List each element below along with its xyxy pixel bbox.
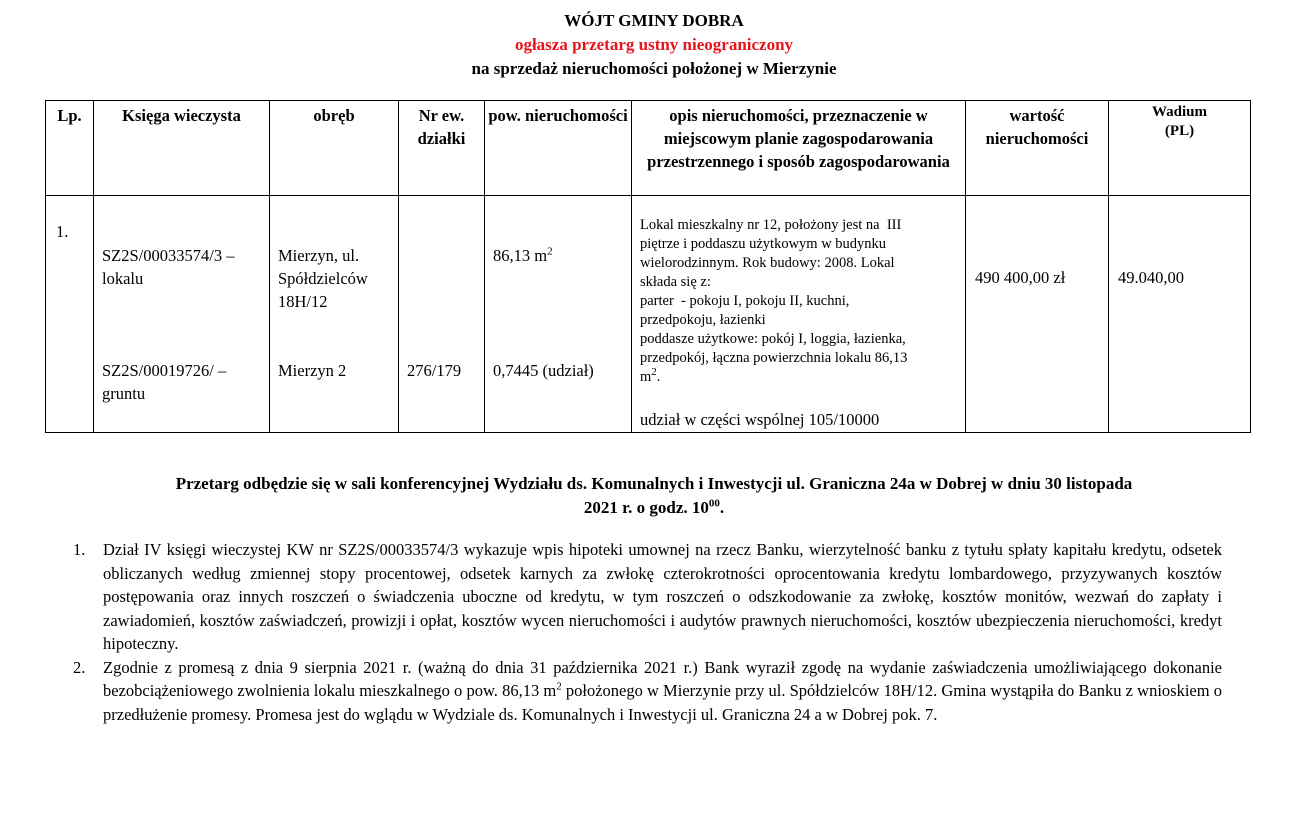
opis-nieruchomosci: Lokal mieszkalny nr 12, położony jest na III piętrze i poddaszu użytkowym w budynku wielorodzinnym. Rok budowy: 2008. Lokal składa się z: parter - pokoju I, pokoju II, kuchni, przedpokoju, łazienki poddasze użytkowe: pokój I, loggia, łazienka, przedpokój, łączna powierzchnia lokalu 86,13 $m^2$. — [640, 217, 908, 385]
col-header-obreb: obręb — [270, 101, 399, 196]
nr-dzialki: 276/179 — [407, 361, 462, 380]
announcement-title: WÓJT GMINY DOBRA — [564, 11, 744, 30]
col-header-nr-ew: Nr ew. działki — [399, 101, 485, 196]
pow-gruntu: 0,7445 (udział) — [493, 361, 594, 380]
auction-date: 2021 r. o godz. $10^{00}$. — [583, 497, 725, 517]
col-header-ksiega: Księga wieczysta — [94, 101, 270, 196]
udzial-wspolny: udział w części wspólnej 105/10000 — [640, 410, 880, 429]
property-table — [45, 100, 1251, 433]
auction-notice: Przetarg odbędzie się w sali konferencyjnej Wydziału ds. Komunalnych i Inwestycji ul. Graniczna 24a w Dobrej w dniu 30 listopada — [175, 474, 1133, 493]
announcement-subtitle: ogłasza przetarg ustny nieograniczony — [514, 35, 794, 54]
col-header-lp: Lp. — [46, 101, 94, 196]
table-row — [46, 196, 1251, 433]
announcement-subject: na sprzedaż nieruchomości położonej w Mierzynie — [471, 59, 837, 78]
table-header-row — [46, 101, 1251, 196]
col-header-wadium: Wadium (PL) — [1109, 101, 1251, 196]
obreb-lokalu: Mierzyn, ul. Spółdzielców 18H/12 — [278, 246, 368, 311]
wadium-value: 49.040,00 — [1118, 268, 1184, 287]
wartosc-nieruchomosci: 490 400,00 zł — [975, 268, 1066, 287]
list-item: 2. Zgodnie z promesą z dnia 9 sierpnia 2021 r. (ważną do dnia 31 października 2021 r.) Bank wyraził zgodę na wydanie zaświadczenia umożliwiającego dokonanie bezobciążeniowego zwolnienia lokalu mieszkalnego o pow. 86,13 $m^2$ położonego w Mierzynie przy ul. Spółdzielców 18H/12. Gmina wystąpiła do Banku z wnioskiem o przedłużenie promesy. Promesa jest do wglądu w Wydziale ds. Komunalnych i Inwestycji ul. Graniczna 24 a w Dobrej pok. 7. — [73, 657, 1222, 724]
list-item: 1. Dział IV księgi wieczystej KW nr SZ2S/00033574/3 wykazuje wpis hipoteki umownej na rzecz Banku, wierzytelność banku z tytułu spłaty kapitału kredytu, odsetek obliczanych według zmiennej stopy procentowej, odsetek karnych za zwłokę czterokrotności oprocentowania kredytu lombardowego, przyzywanych kosztów postępowania oraz innych roszczeń o świadczenia uboczne od kredytu, w tym roszczeń o odszkodowanie za zwłokę, kosztów monitów, wezwań do zapłaty i zawiadomień, kosztów zaświadczeń, prowizji i opłat, kosztów wycen nieruchomości i audytów prawnych nieruchomości, kosztów ubezpieczenia nieruchomości, kredyt hipoteczny. — [73, 540, 1222, 653]
obreb-gruntu: Mierzyn 2 — [278, 361, 347, 380]
kw-lokalu: SZ2S/00033574/3 – lokalu — [102, 246, 235, 288]
row-lp: 1. — [56, 222, 69, 241]
col-header-pow: pow. nieruchomości — [485, 101, 632, 196]
kw-gruntu: SZ2S/00019726/ – gruntu — [102, 361, 227, 403]
col-header-wartosc: wartość nieruchomości — [966, 101, 1109, 196]
notes-list — [73, 538, 1222, 726]
col-header-opis: opis nieruchomości, przeznaczenie w miejscowym planie zagospodarowania przestrzennego i sposób zagospodarowania — [632, 101, 966, 196]
pow-lokalu: 86,13 $m^2$ — [493, 245, 553, 265]
